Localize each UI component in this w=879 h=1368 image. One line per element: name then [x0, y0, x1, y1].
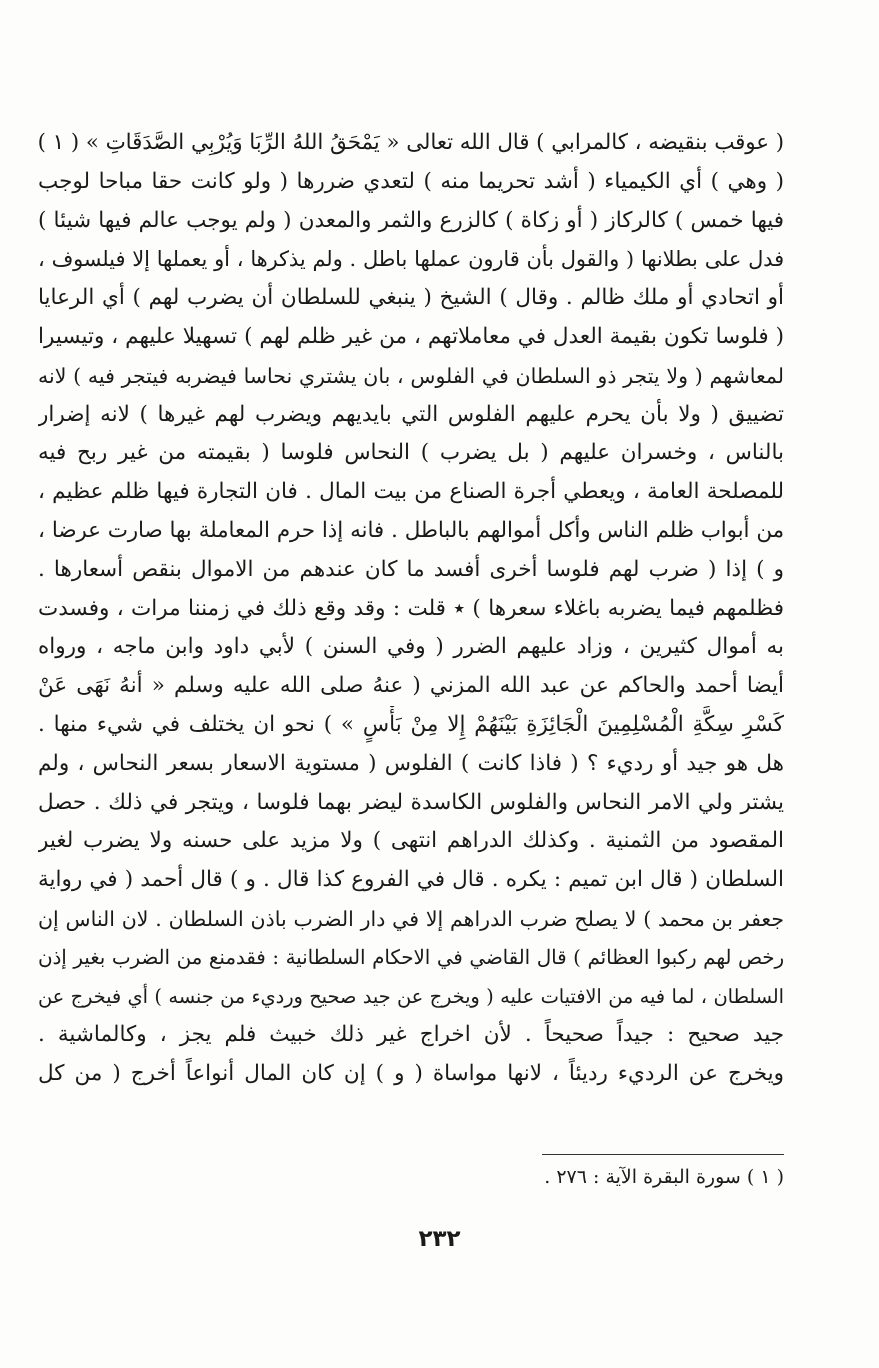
main-text-block	[38, 124, 784, 1094]
text-line: بالناس ، وخسران عليهم ( بل يضرب ) النحاس فلوسا ( بقيمته من غير ربح فيه	[38, 440, 784, 466]
text-line: السلطان ( قال ابن تميم : يكره . قال في الفروع كذا قال . و ) قال أحمد ( في رواية	[38, 867, 784, 893]
text-line: لمعاشهم ( ولا يتجر ذو السلطان في الفلوس ، بان يشتري نحاسا فيضربه فيتجر فيه ) لانه	[38, 363, 784, 388]
text-line: ( وهي ) أي الكيمياء ( أشد تحريما منه ) لتعدي ضررها ( ولو كانت حقا مباحا لوجب	[38, 168, 784, 194]
text-line: رخص لهم ركبوا العظائم ) قال القاضي في الاحكام السلطانية : فقدمنع من الضرب بغير إذن	[38, 945, 784, 969]
text-line: فيها خمس ) كالركاز ( أو زكاة ) كالزرع والثمر والمعدن ( ولم يوجب عالم فيها شيئا )	[38, 207, 784, 233]
text-line: تضييق ( ولا بأن يحرم عليهم الفلوس التي بايديهم ويضرب لهم غيرها ) لانه إضرار	[38, 401, 784, 427]
page-number: ٢٣٢	[418, 1226, 461, 1252]
text-line: للمصلحة العامة ، ويعطي أجرة الصناع من بيت المال . فان التجارة فيها ظلم عظيم ،	[38, 479, 784, 505]
text-line: و ) إذا ( ضرب لهم فلوسا أخرى أفسد ما كان عندهم من الاموال بنقص أسعارها .	[38, 556, 784, 582]
text-line: السلطان ، لما فيه من الافتيات عليه ( ويخرج عن جيد صحيح ورديء من جنسه ) أي فيخرج عن	[38, 984, 784, 1008]
text-line: من أبواب ظلم الناس وأكل أموالهم بالباطل . فانه إذا حرم المعاملة بها صارت عرضا ،	[38, 517, 784, 543]
footnote: ( ١ ) سورة البقرة الآية : ٢٧٦ .	[544, 1166, 784, 1188]
text-line: فدل على بطلانها ( والقول بأن قارون عملها باطل . ولم يذكرها ، أو يعملها إلا فيلسوف ،	[38, 247, 784, 272]
text-line: ( فلوسا تكون بقيمة العدل في معاملاتهم ، من غير ظلم لهم ) تسهيلا عليهم ، وتيسيرا	[38, 323, 784, 349]
text-line: كَسْرِ سِكَّةِ الْمُسْلِمِينَ الْجَائِزَةِ بَيْنَهُمْ إِلا مِنْ بَأْسٍ » ) نحو ان يختلف في شيء منها .	[38, 711, 784, 737]
text-line: به أموال كثيرين ، وزاد عليهم الضرر ( وفي السنن ) لأبي داود وابن ماجه ، ورواه	[38, 634, 784, 660]
text-line: ( عوقب بنقيضه ، كالمرابي ) قال الله تعالى « يَمْحَقُ اللهُ الرِّبَا وَيُرْبِي الصَّدَقَاتِ » ( ١ )	[38, 130, 784, 155]
text-line: فظلمهم فيما يضربه باغلاء سعرها ) ٭ قلت : وقد وقع ذلك في زمننا مرات ، وفسدت	[38, 595, 784, 621]
text-line: المقصود من الثمنية . وكذلك الدراهم انتهى ) ولا مزيد على حسنه ولا يضرب لغير	[38, 828, 784, 854]
text-line: يشتر ولي الامر النحاس والفلوس الكاسدة ليضر بهما فلوسا ، ويتجر في ذلك . حصل	[38, 789, 784, 815]
text-line: ويخرج عن الرديء رديئاً ، لانها مواساة ( و ) إن كان المال أنواعاً أخرج ( من كل	[38, 1061, 784, 1087]
text-line: هل هو جيد أو رديء ؟ ( فاذا كانت ) الفلوس ( مستوية الاسعار بسعر النحاس ، ولم	[38, 750, 784, 776]
text-line: جعفر بن محمد ) لا يصلح ضرب الدراهم إلا في دار الضرب باذن السلطان . لان الناس إن	[38, 906, 784, 931]
footnote-separator	[542, 1154, 784, 1155]
text-line: جيد صحيح : جيداً صحيحاً . لأن اخراج غير ذلك خبيث فلم يجز ، وكالماشية .	[38, 1022, 784, 1048]
text-line: أو اتحادي أو ملك ظالم . وقال ) الشيخ ( ينبغي للسلطان أن يضرب لهم ) أي الرعايا	[38, 285, 784, 311]
text-line: أيضا أحمد والحاكم عن عبد الله المزني ( عنهُ صلى الله عليه وسلم « أنهُ نَهَى عَنْ	[38, 673, 784, 699]
